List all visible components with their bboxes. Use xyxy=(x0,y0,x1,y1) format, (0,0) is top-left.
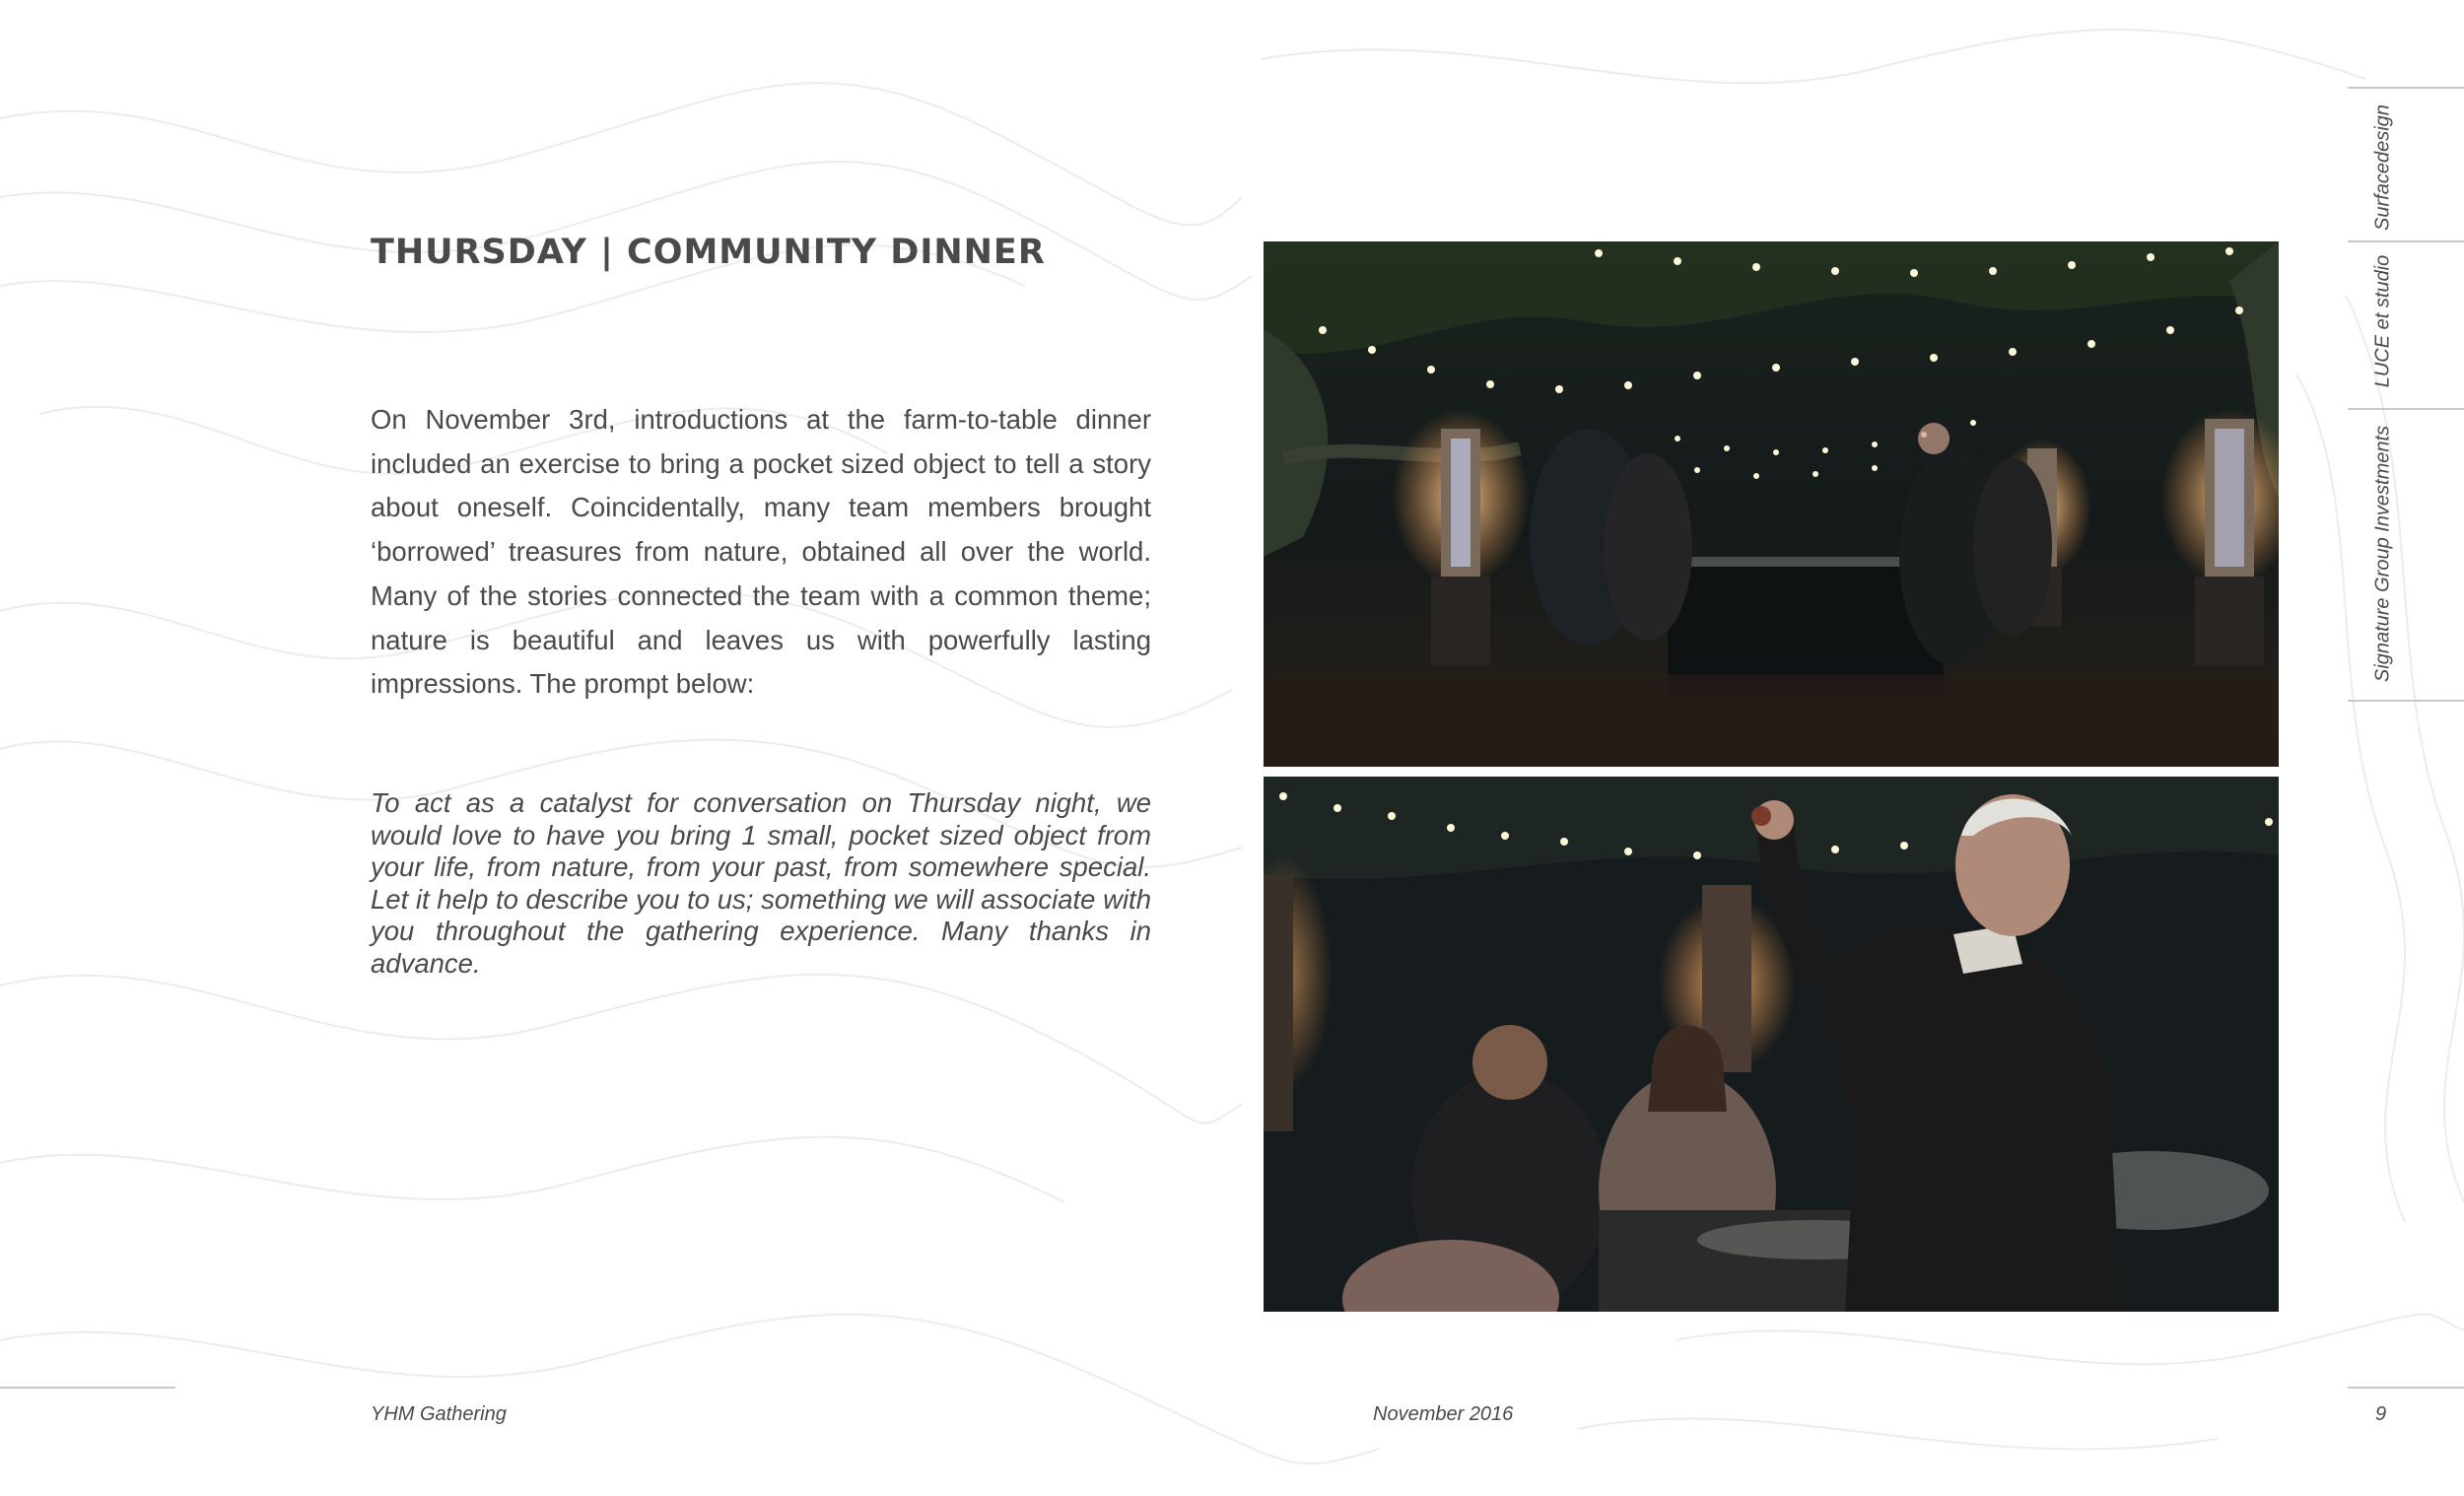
sidebar-item-label: Surfacedesign xyxy=(2371,104,2394,231)
footer-rule-right xyxy=(2348,1387,2464,1389)
intro-paragraph: On November 3rd, introductions at the farm-to-table dinner included an exercise to bring a pocket sized object to tell a story about oneself. Coincidentally, many team members brought ‘borrowed’ treasures from nature, obtained all over the world. Many of the stories connected the team with a common theme; nature is beautiful and leaves us with powerfully lasting impressions. The prompt below: xyxy=(371,404,1151,700)
sidebar-rule xyxy=(2348,700,2464,702)
page-title: THURSDAY | COMMUNITY DINNER xyxy=(371,233,1046,272)
sidebar-rule xyxy=(2348,240,2464,242)
page-number: 9 xyxy=(2375,1403,2387,1425)
sidebar-rule xyxy=(2348,87,2464,89)
prompt-quote: To act as a catalyst for conversation on Thursday night, we would love to have you bring 1 small, pocket sized object from your life, from nature, from your past, from somewhere special. Let it help to describe you to us; something we will associate with you throughout the gathering experience. Many thanks in advance. xyxy=(371,787,1151,979)
sidebar-item-label: LUCE et studio xyxy=(2371,254,2394,388)
toast-speaker-photo xyxy=(1264,777,2279,1312)
sidebar-rule xyxy=(2348,408,2464,410)
footer-document-name: YHM Gathering xyxy=(371,1403,507,1425)
dinner-table-photo xyxy=(1264,241,2279,767)
sidebar-item-label: Signature Group Investments xyxy=(2371,425,2394,683)
footer-rule-left xyxy=(0,1387,175,1389)
footer-date: November 2016 xyxy=(1373,1403,1514,1425)
